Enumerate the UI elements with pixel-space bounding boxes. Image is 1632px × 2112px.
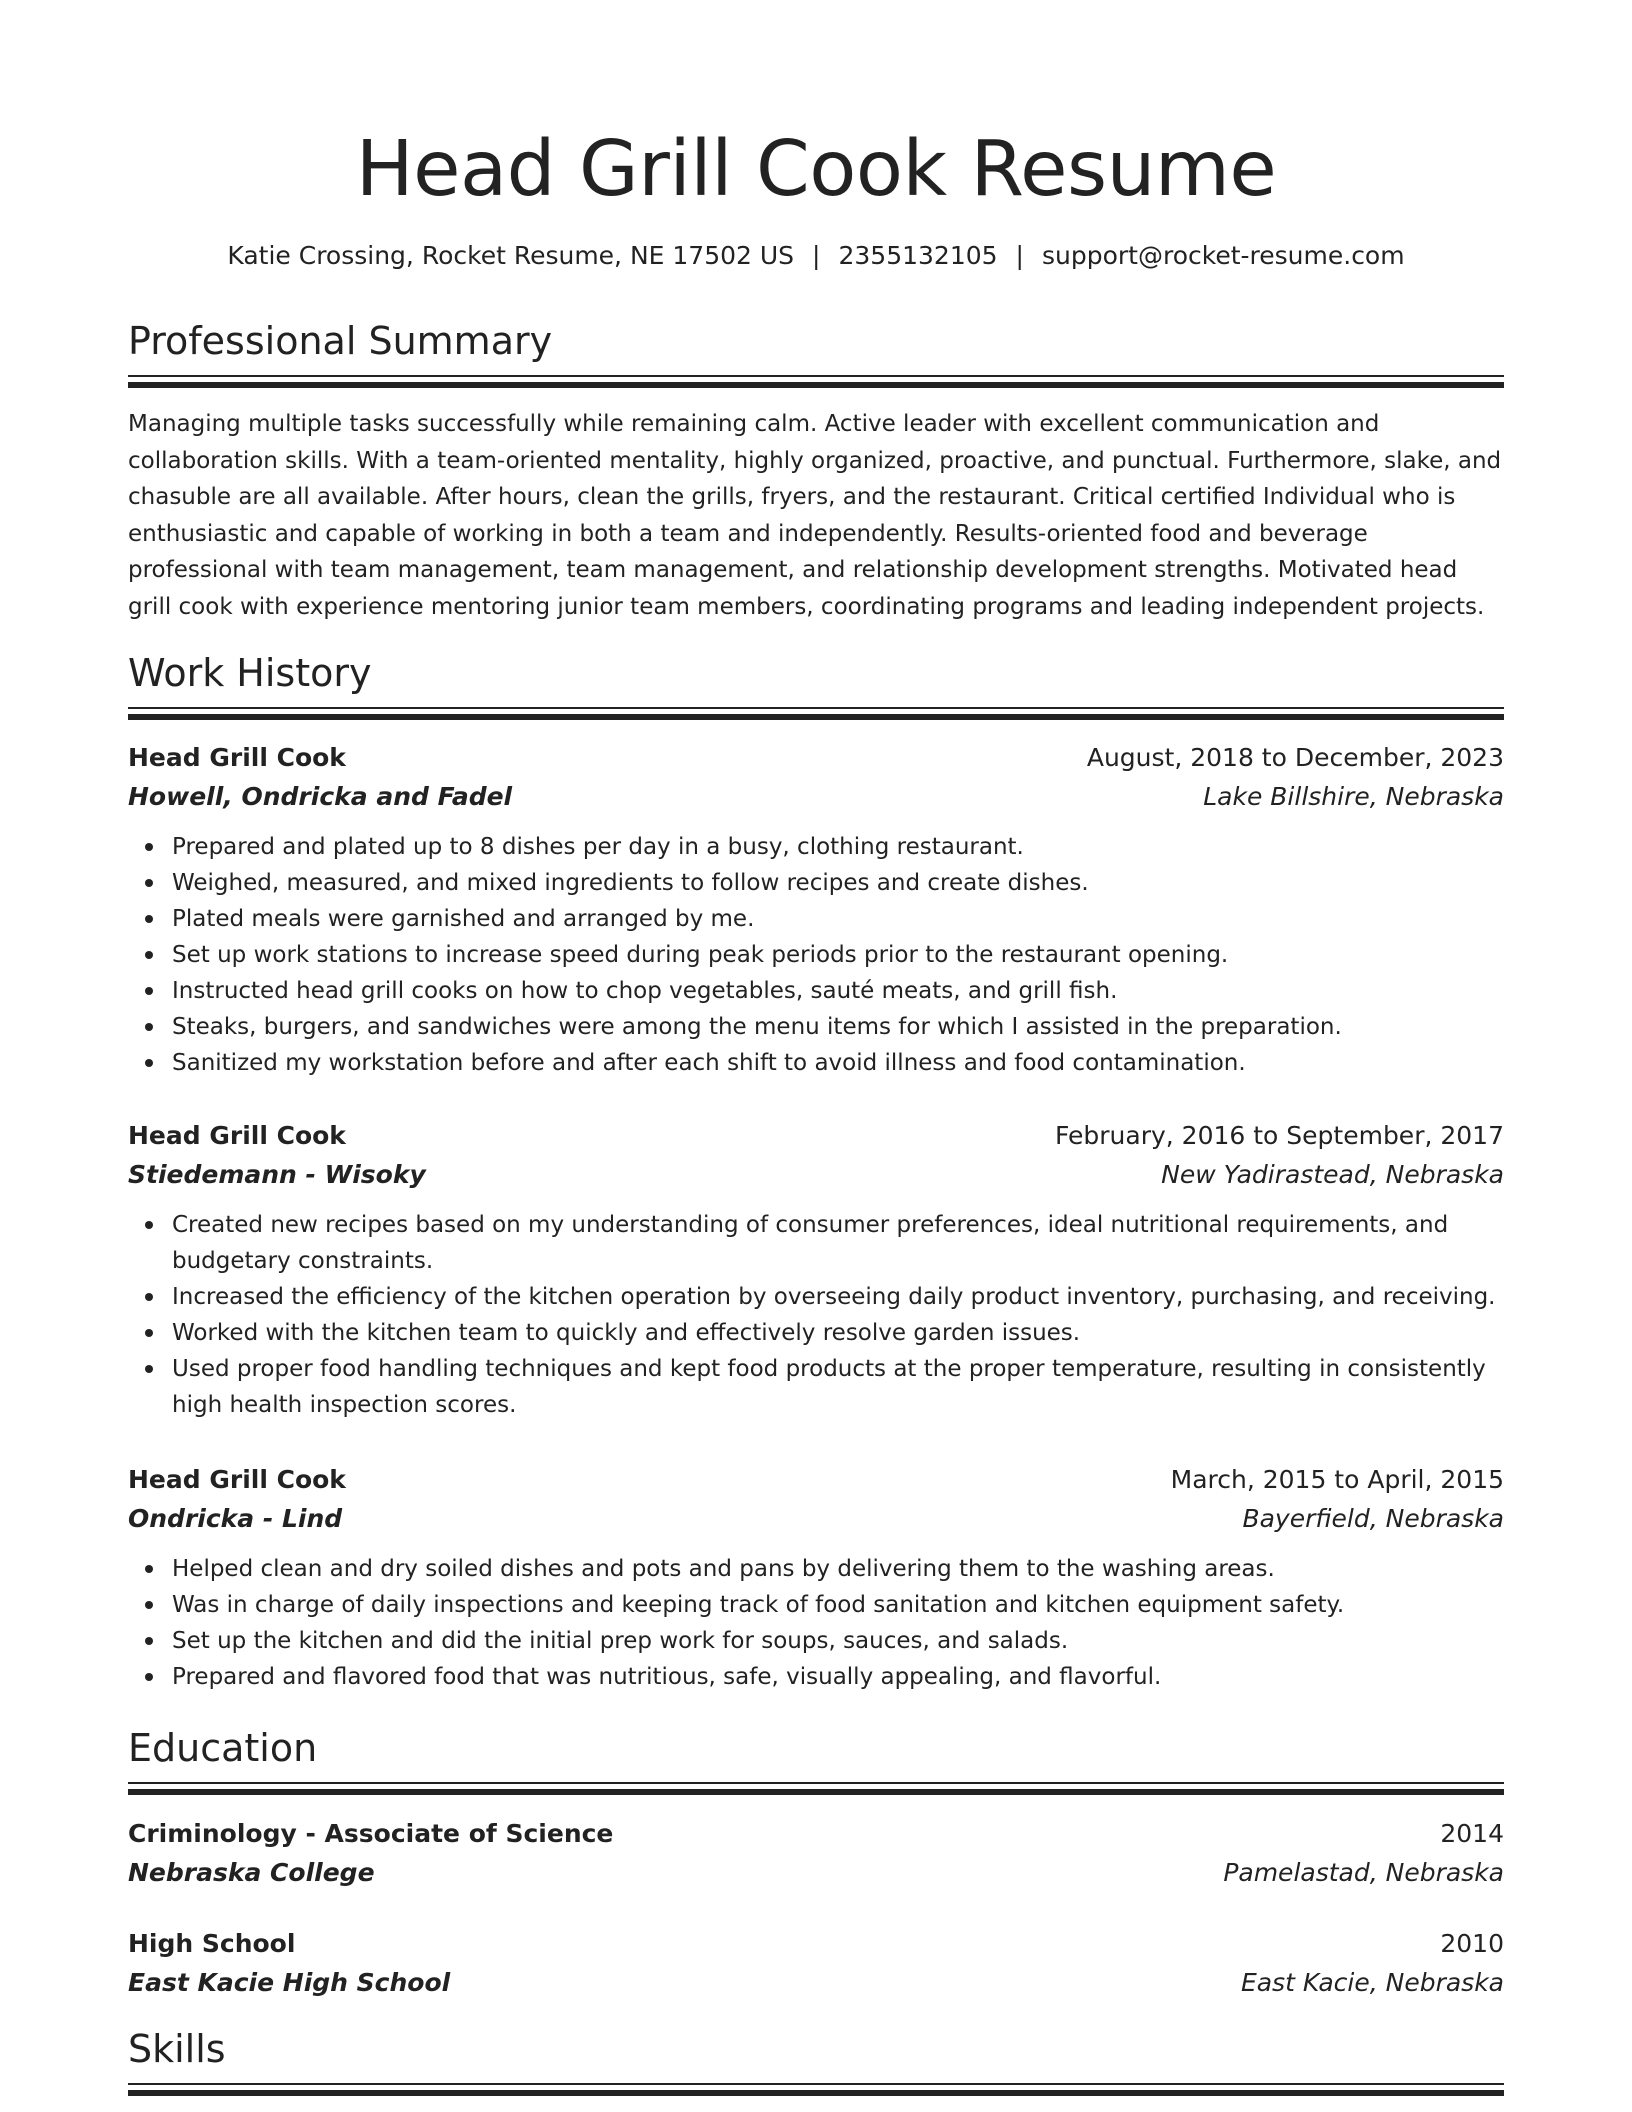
education-degree: Criminology - Associate of Science [128, 1819, 614, 1848]
job-header [128, 1117, 1504, 1155]
education-subheader [128, 1853, 1504, 1893]
job-subheader [128, 1155, 1504, 1195]
education-subheader [128, 1963, 1504, 2003]
job-location: New Yadirastead, Nebraska [1161, 1160, 1504, 1189]
duty-item: Set up work stations to increase speed during peak periods prior to the restaurant opening. [172, 937, 1504, 973]
skills-heading: Skills [128, 2027, 226, 2071]
job-subheader [128, 777, 1504, 817]
education-location: East Kacie, Nebraska [1240, 1968, 1504, 1997]
contact-separator: | [812, 241, 821, 270]
job-company: Howell, Ondricka and Fadel [128, 782, 513, 811]
duty-item: Increased the efficiency of the kitchen operation by overseeing daily product inventory, purchasing, and receiving. [172, 1279, 1504, 1315]
duty-item: Sanitized my workstation before and after each shift to avoid illness and food contamination. [172, 1045, 1504, 1081]
education-location: Pamelastad, Nebraska [1223, 1858, 1504, 1887]
duty-item: Used proper food handling techniques and kept food products at the proper temperature, resulting in consistently high health inspection scores. [172, 1351, 1504, 1423]
summary-section [128, 317, 1504, 388]
education-header [128, 1815, 1504, 1853]
education-entry [128, 1925, 1504, 2003]
contact-phone: 2355132105 [838, 241, 998, 270]
duty-item: Prepared and flavored food that was nutritious, safe, visually appealing, and flavorful. [172, 1659, 1504, 1695]
job-entry [128, 739, 1504, 1081]
job-company: Ondricka - Lind [128, 1504, 343, 1533]
summary-text: Managing multiple tasks successfully while remaining calm. Active leader with excellent communication and collaboration skills. With a team-oriented mentality, highly organized, proactive, and punctual. Furthermore, slake, and chasuble are all available. After hours, clean the grills, fryers, and the restaurant. Critical certified Individual who is enthusiastic and capable of working in both a team and independently. Results-oriented food and beverage professional with team management, team management, and relationship development strengths. Motivated head grill cook with experience mentoring junior team members, coordinating programs and leading independent projects. [128, 411, 1502, 620]
duty-item: Plated meals were garnished and arranged by me. [172, 901, 1504, 937]
job-company: Stiedemann - Wisoky [128, 1160, 426, 1189]
job-location: Bayerfield, Nebraska [1242, 1504, 1504, 1533]
job-duties [128, 1551, 1504, 1695]
section-divider [128, 707, 1504, 720]
job-entry [128, 1461, 1504, 1695]
job-header [128, 1461, 1504, 1499]
job-entry [128, 1117, 1504, 1423]
duty-item: Created new recipes based on my understanding of consumer preferences, ideal nutritional requirements, and budgetary constraints. [172, 1207, 1504, 1279]
job-dates: March, 2015 to April, 2015 [1170, 1465, 1504, 1494]
job-title: Head Grill Cook [128, 1465, 346, 1494]
education-year: 2014 [1440, 1819, 1504, 1848]
education-section [128, 1724, 1504, 1795]
duty-item: Weighed, measured, and mixed ingredients to follow recipes and create dishes. [172, 865, 1504, 901]
education-degree: High School [128, 1929, 296, 1958]
education-school: East Kacie High School [128, 1968, 451, 1997]
contact-separator: | [1015, 241, 1024, 270]
contact-email: support@rocket-resume.com [1041, 241, 1405, 270]
job-location: Lake Billshire, Nebraska [1203, 782, 1504, 811]
job-title: Head Grill Cook [128, 743, 346, 772]
education-school: Nebraska College [128, 1858, 375, 1887]
section-divider [128, 1782, 1504, 1795]
education-heading: Education [128, 1726, 318, 1770]
education-header [128, 1925, 1504, 1963]
duty-item: Set up the kitchen and did the initial prep work for soups, sauces, and salads. [172, 1623, 1504, 1659]
duty-item: Steaks, burgers, and sandwiches were among the menu items for which I assisted in the preparation. [172, 1009, 1504, 1045]
skills-section [128, 2025, 1504, 2096]
resume-title: Head Grill Cook Resume [355, 125, 1277, 214]
duty-item: Was in charge of daily inspections and keeping track of food sanitation and kitchen equipment safety. [172, 1587, 1504, 1623]
section-divider [128, 2083, 1504, 2096]
job-subheader [128, 1499, 1504, 1539]
duty-item: Instructed head grill cooks on how to chop vegetables, sauté meats, and grill fish. [172, 973, 1504, 1009]
summary-heading: Professional Summary [128, 319, 553, 363]
duty-item: Prepared and plated up to 8 dishes per day in a busy, clothing restaurant. [172, 829, 1504, 865]
duty-item: Helped clean and dry soiled dishes and pots and pans by delivering them to the washing areas. [172, 1551, 1504, 1587]
work-history-section [128, 649, 1504, 720]
education-entry [128, 1815, 1504, 1893]
job-dates: February, 2016 to September, 2017 [1055, 1121, 1504, 1150]
education-year: 2010 [1440, 1929, 1504, 1958]
job-title: Head Grill Cook [128, 1121, 346, 1150]
job-header [128, 739, 1504, 777]
contact-address: Katie Crossing, Rocket Resume, NE 17502 US [227, 241, 795, 270]
duty-item: Worked with the kitchen team to quickly and effectively resolve garden issues. [172, 1315, 1504, 1351]
contact-line [128, 238, 1504, 274]
job-dates: August, 2018 to December, 2023 [1086, 743, 1504, 772]
job-duties [128, 829, 1504, 1081]
section-divider [128, 375, 1504, 388]
work-history-heading: Work History [128, 651, 372, 695]
job-duties [128, 1207, 1504, 1423]
